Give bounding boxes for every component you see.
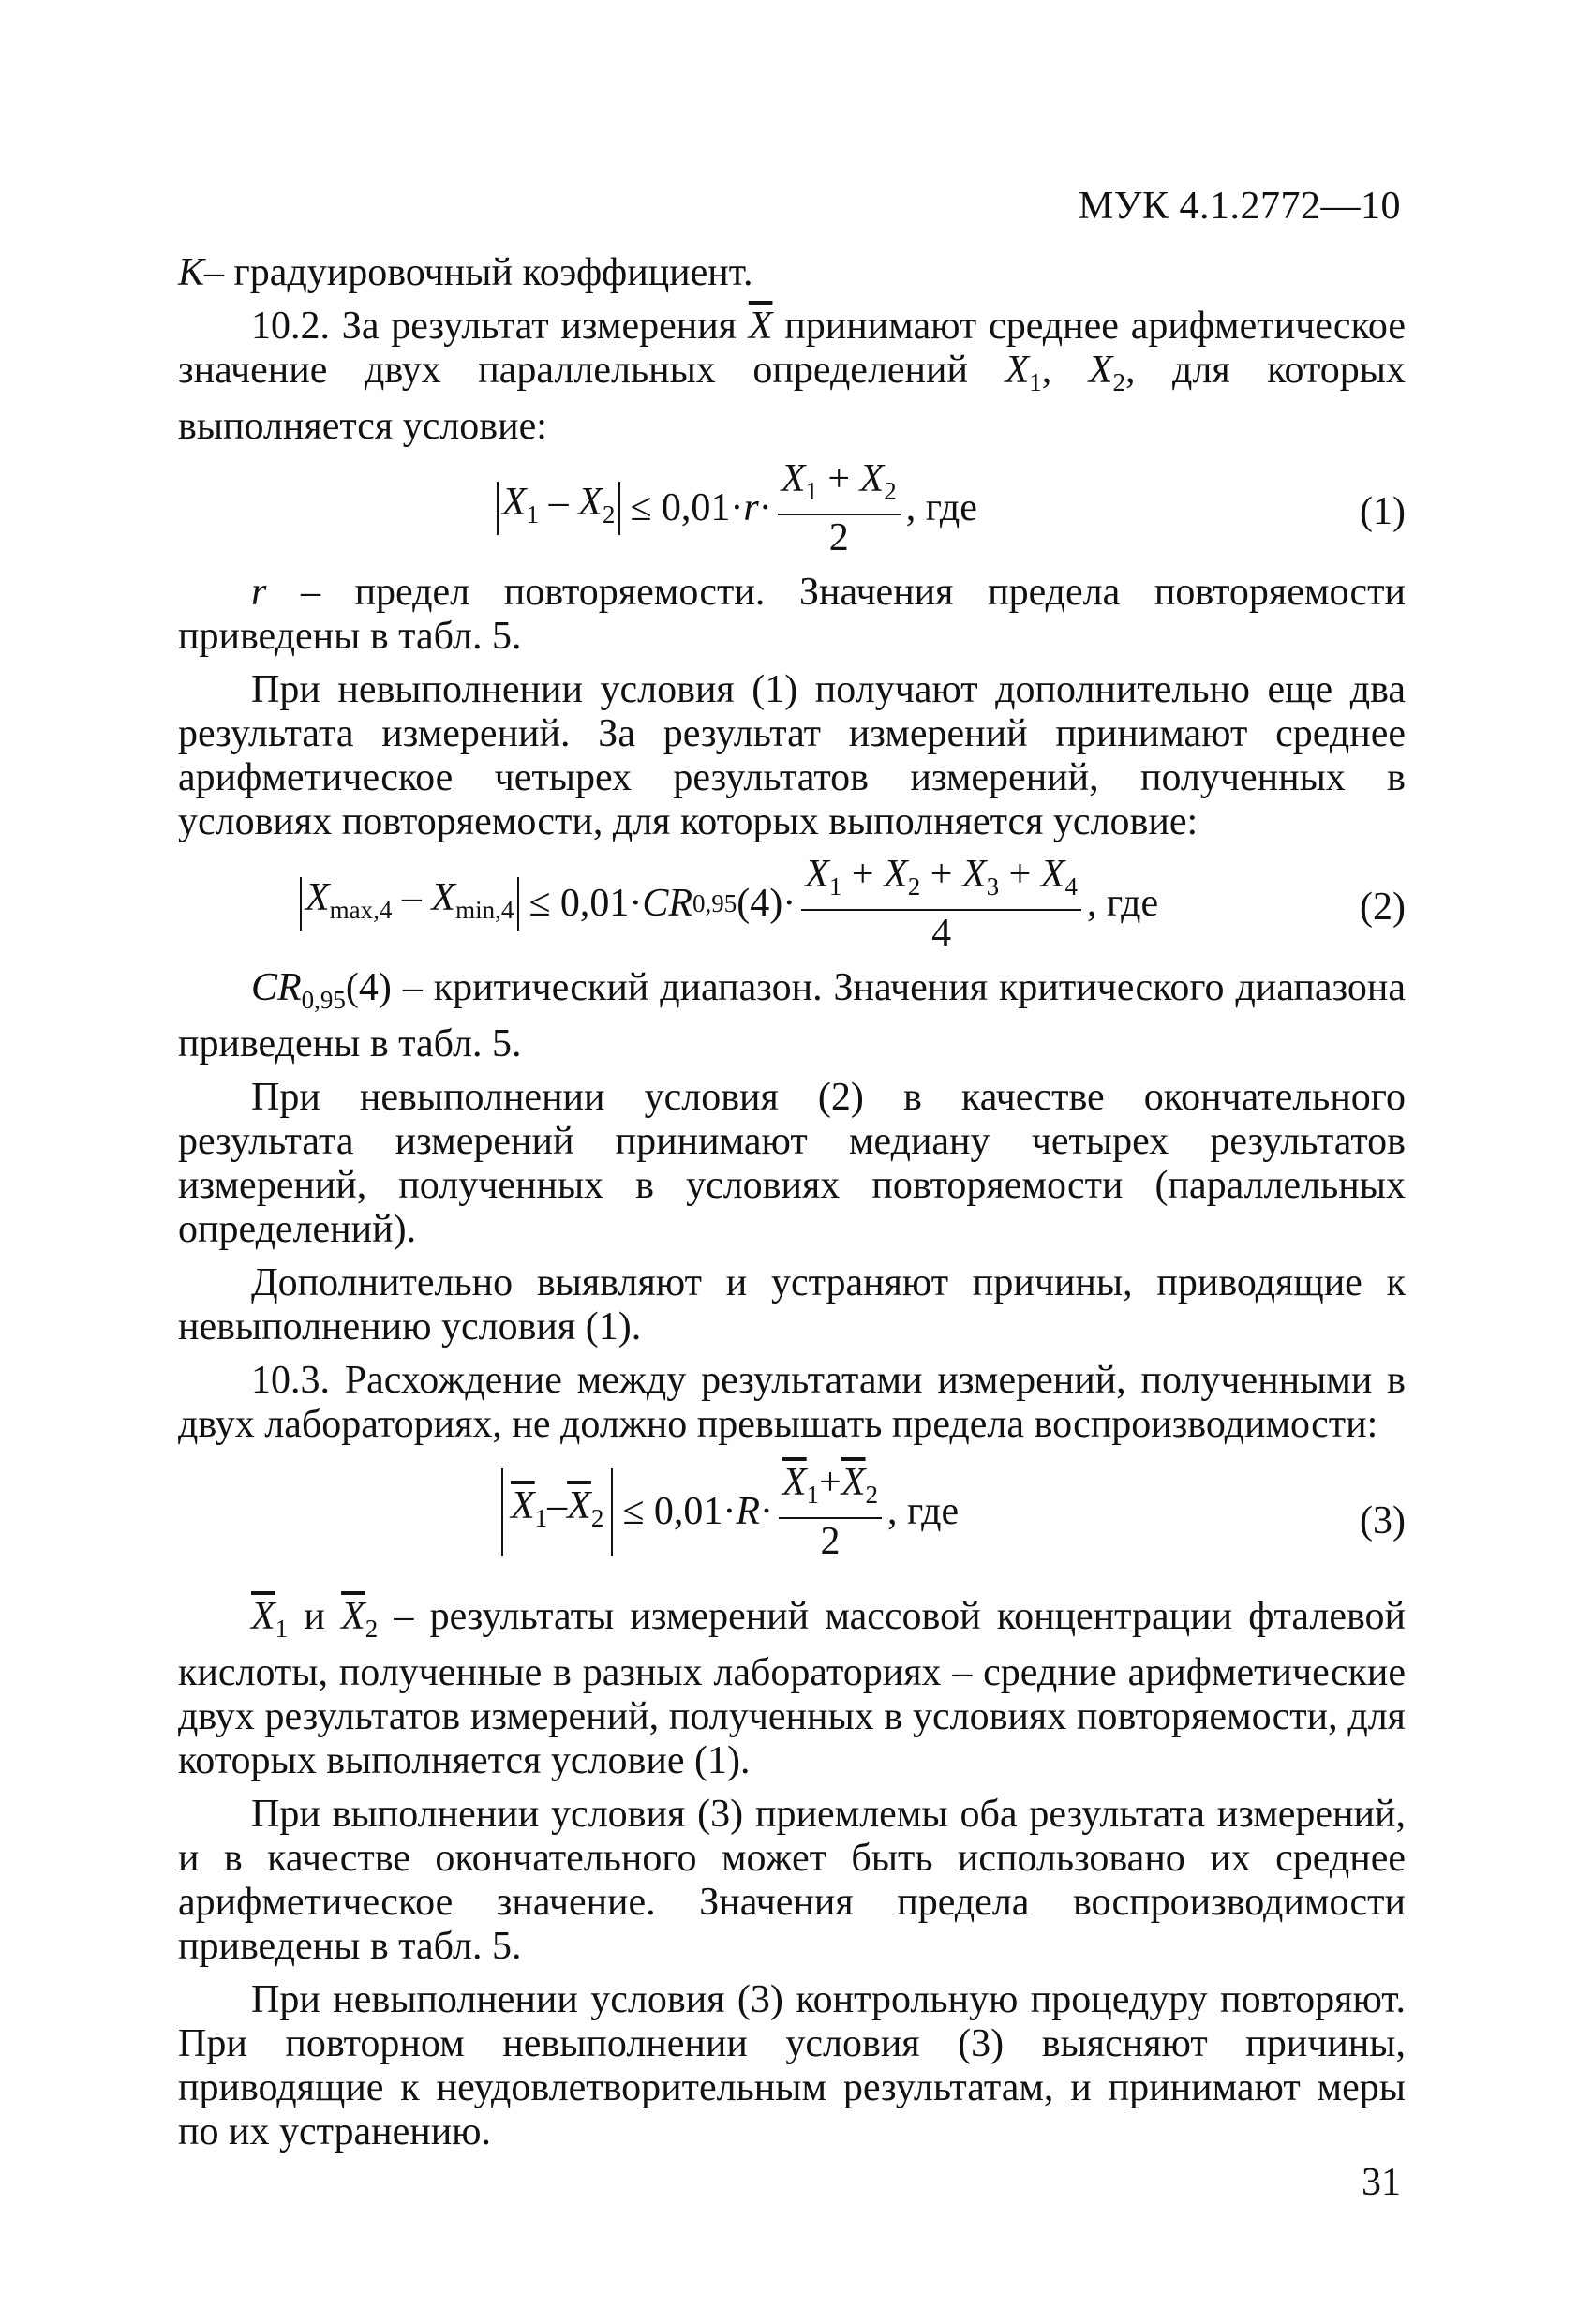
variable-x2-mean-sub: 2	[365, 1615, 379, 1643]
eq3-plus: +	[819, 1461, 841, 1504]
eq2-cr: CR	[642, 882, 693, 925]
eq2-n4: X	[1040, 853, 1065, 896]
eq2-plus-2: +	[920, 853, 962, 896]
eq1-num-b: X	[859, 457, 885, 500]
variable-r: r	[251, 571, 267, 614]
eq3-abs	[501, 1468, 613, 1556]
eq2-cr-sub: 0,95	[692, 889, 737, 917]
eq3-where: , где	[887, 1490, 960, 1533]
eq1-abs	[497, 482, 620, 535]
eq2-n3-sub: 3	[986, 872, 1000, 901]
paragraph-ok-3: При выполнении условия (3) приемлемы оба результата измерений, и в качестве окончательного может быть использовано их среднее арифметическое значение. Значения предела воспроизводимости приведены в табл. 5.	[178, 1793, 1406, 1968]
paragraph-fail-3: При невыполнении условия (3) контрольную процедуру повторяют. При повторном невыполнении условия (3) выясняют причины, приводящие к неудовлетворительным результатам, и принимают меры по их устранению.	[178, 1978, 1406, 2153]
document-code: МУК 4.1.2772—10	[1078, 185, 1401, 228]
page-number: 31	[1362, 2161, 1401, 2204]
eq2-plus-1: +	[841, 853, 885, 896]
eq1-numerator	[778, 458, 901, 515]
eq3-denominator: 2	[820, 1520, 841, 1563]
paragraph-10-3: 10.3. Расхождение между результатами измерений, полученными в двух лабораториях, не должно превышать предела воспроизводимости:	[178, 1359, 1406, 1446]
eq2-n2: X	[884, 853, 908, 896]
cr-definition-text: (4) – критический диапазон. Значения критического диапазона приведены в табл. 5.	[178, 966, 1406, 1065]
eq3-lhs-a: $\overline{X}$	[511, 1484, 535, 1527]
eq3-dot: ·	[760, 1490, 774, 1533]
p102-start: 10.2. За результат измерения	[251, 305, 749, 348]
eq1-fraction	[778, 458, 901, 559]
eq2-lhs-a-sub: max,4	[329, 896, 393, 924]
variable-cr-sub: 0,95	[301, 986, 346, 1014]
eq2-n3: X	[961, 853, 987, 896]
eq2-denominator: 4	[931, 912, 952, 955]
equation-1-body	[497, 458, 977, 559]
variable-x1-mean-sub: 1	[275, 1615, 289, 1643]
eq1-lhs-a: X	[502, 481, 527, 524]
eq2-fraction	[801, 854, 1081, 954]
eq2-lhs-b-sub: min,4	[455, 896, 514, 924]
variable-x2: X	[1088, 349, 1113, 392]
eq2-where: , где	[1086, 882, 1159, 925]
eq3-lhs-b: $\overline{X}$	[567, 1484, 591, 1527]
equation-3-body	[501, 1462, 959, 1562]
document-body	[178, 251, 1406, 2164]
eq1-minus: –	[539, 481, 579, 524]
equation-1	[178, 458, 1406, 563]
eq2-n4-sub: 4	[1064, 872, 1078, 901]
equation-3	[178, 1456, 1406, 1587]
eq1-lhs-a-sub: 1	[526, 500, 540, 529]
eq2-lhs-b: X	[431, 876, 456, 919]
p102-mid: принимают среднее арифметическое значение двух параллельных определений	[178, 305, 1406, 392]
equation-2-body	[300, 854, 1158, 954]
variable-k: K	[178, 251, 205, 294]
eq3-number: (3)	[1360, 1499, 1406, 1542]
eq2-number: (2)	[1360, 886, 1406, 929]
eq1-denominator: 2	[828, 516, 849, 559]
eq2-n2-sub: 2	[907, 872, 921, 901]
variable-cr: CR	[251, 966, 302, 1009]
eq3-lhs-b-sub: 2	[590, 1504, 604, 1532]
eq3-num-b: $\overline{X}$	[841, 1461, 866, 1504]
equation-2	[178, 854, 1406, 959]
eq3-num-b-sub: 2	[865, 1481, 879, 1509]
eq1-lhs-b-sub: 2	[602, 500, 616, 529]
variable-x1-sub: 1	[1029, 368, 1042, 396]
eq1-var-r: r	[743, 486, 759, 529]
eq1-plus: +	[817, 457, 860, 500]
eq3-rel: ≤ 0,01·	[622, 1490, 737, 1533]
paragraph-fail-2: При невыполнении условия (2) в качестве окончательного результата измерений принимают медиану четырех результатов измерений, полученных в условиях повторяемости (параллельных определений).	[178, 1076, 1406, 1251]
eq1-where: , где	[905, 486, 977, 529]
eq2-numerator	[801, 854, 1081, 911]
eq2-lhs-a: X	[305, 876, 330, 919]
variable-x1: X	[1005, 349, 1030, 392]
eq3-num-a-sub: 1	[806, 1481, 820, 1509]
r-definition-text: – предел повторяемости. Значения предела повторяемости приведены в табл. 5.	[178, 571, 1406, 658]
eq1-number: (1)	[1360, 490, 1406, 533]
eq2-plus-3: +	[999, 853, 1041, 896]
eq2-cr-arg: (4)·	[737, 882, 796, 925]
eq3-numerator	[779, 1462, 882, 1519]
eq3-minus: –	[547, 1484, 568, 1527]
paragraph-fail-1: При невыполнении условия (1) получают дополнительно еще два результата измерений. За результат измерений принимают среднее арифметическое четырех результатов измерений, полученных в условиях повторяемости, для которых выполняется условие:	[178, 668, 1406, 843]
x-definition-text: – результаты измерений массовой концентрации фталевой кислоты, полученные в разных лабораториях – средние арифметические двух результатов измерений, полученных в условиях повторяемости, для которых выполняется условие (1).	[178, 1595, 1406, 1782]
eq1-num-a-sub: 1	[805, 477, 818, 505]
variable-x2-sub: 2	[1112, 368, 1125, 396]
eq1-num-a: X	[781, 457, 806, 500]
eq1-lhs-b: X	[578, 481, 603, 524]
p102-comma: ,	[1041, 349, 1089, 392]
eq2-abs	[300, 877, 519, 931]
paragraph-cr-definition	[178, 966, 1406, 1066]
variable-x1-mean: $\overline{X}$	[251, 1595, 275, 1638]
eq3-var-r: R	[736, 1490, 761, 1533]
eq3-fraction	[779, 1462, 882, 1562]
variable-x-mean: $\overline{X}$	[748, 305, 773, 348]
eq1-rel: ≤ 0,01·	[630, 486, 744, 529]
paragraph-x-definition	[178, 1595, 1406, 1783]
eq3-lhs-a-sub: 1	[534, 1504, 548, 1532]
p102-end: , для которых выполняется условие:	[178, 349, 1406, 448]
eq1-dot: ·	[758, 486, 772, 529]
eq1-num-b-sub: 2	[884, 477, 897, 505]
paragraph-additional: Дополнительно выявляют и устраняют причины, приводящие к невыполнению условия (1).	[178, 1261, 1406, 1348]
variable-x2-mean: $\overline{X}$	[341, 1595, 365, 1638]
paragraph-10-2	[178, 305, 1406, 449]
eq2-minus: –	[392, 876, 432, 919]
x-and: и	[288, 1595, 342, 1638]
eq2-rel: ≤ 0,01·	[529, 882, 643, 925]
eq2-n1: X	[805, 853, 829, 896]
paragraph-k-definition	[178, 251, 1406, 295]
k-definition-text: – градуировочный коэффициент.	[204, 251, 753, 294]
paragraph-r-definition	[178, 571, 1406, 659]
eq2-n1-sub: 1	[828, 872, 842, 901]
eq3-num-a: $\overline{X}$	[782, 1461, 807, 1504]
